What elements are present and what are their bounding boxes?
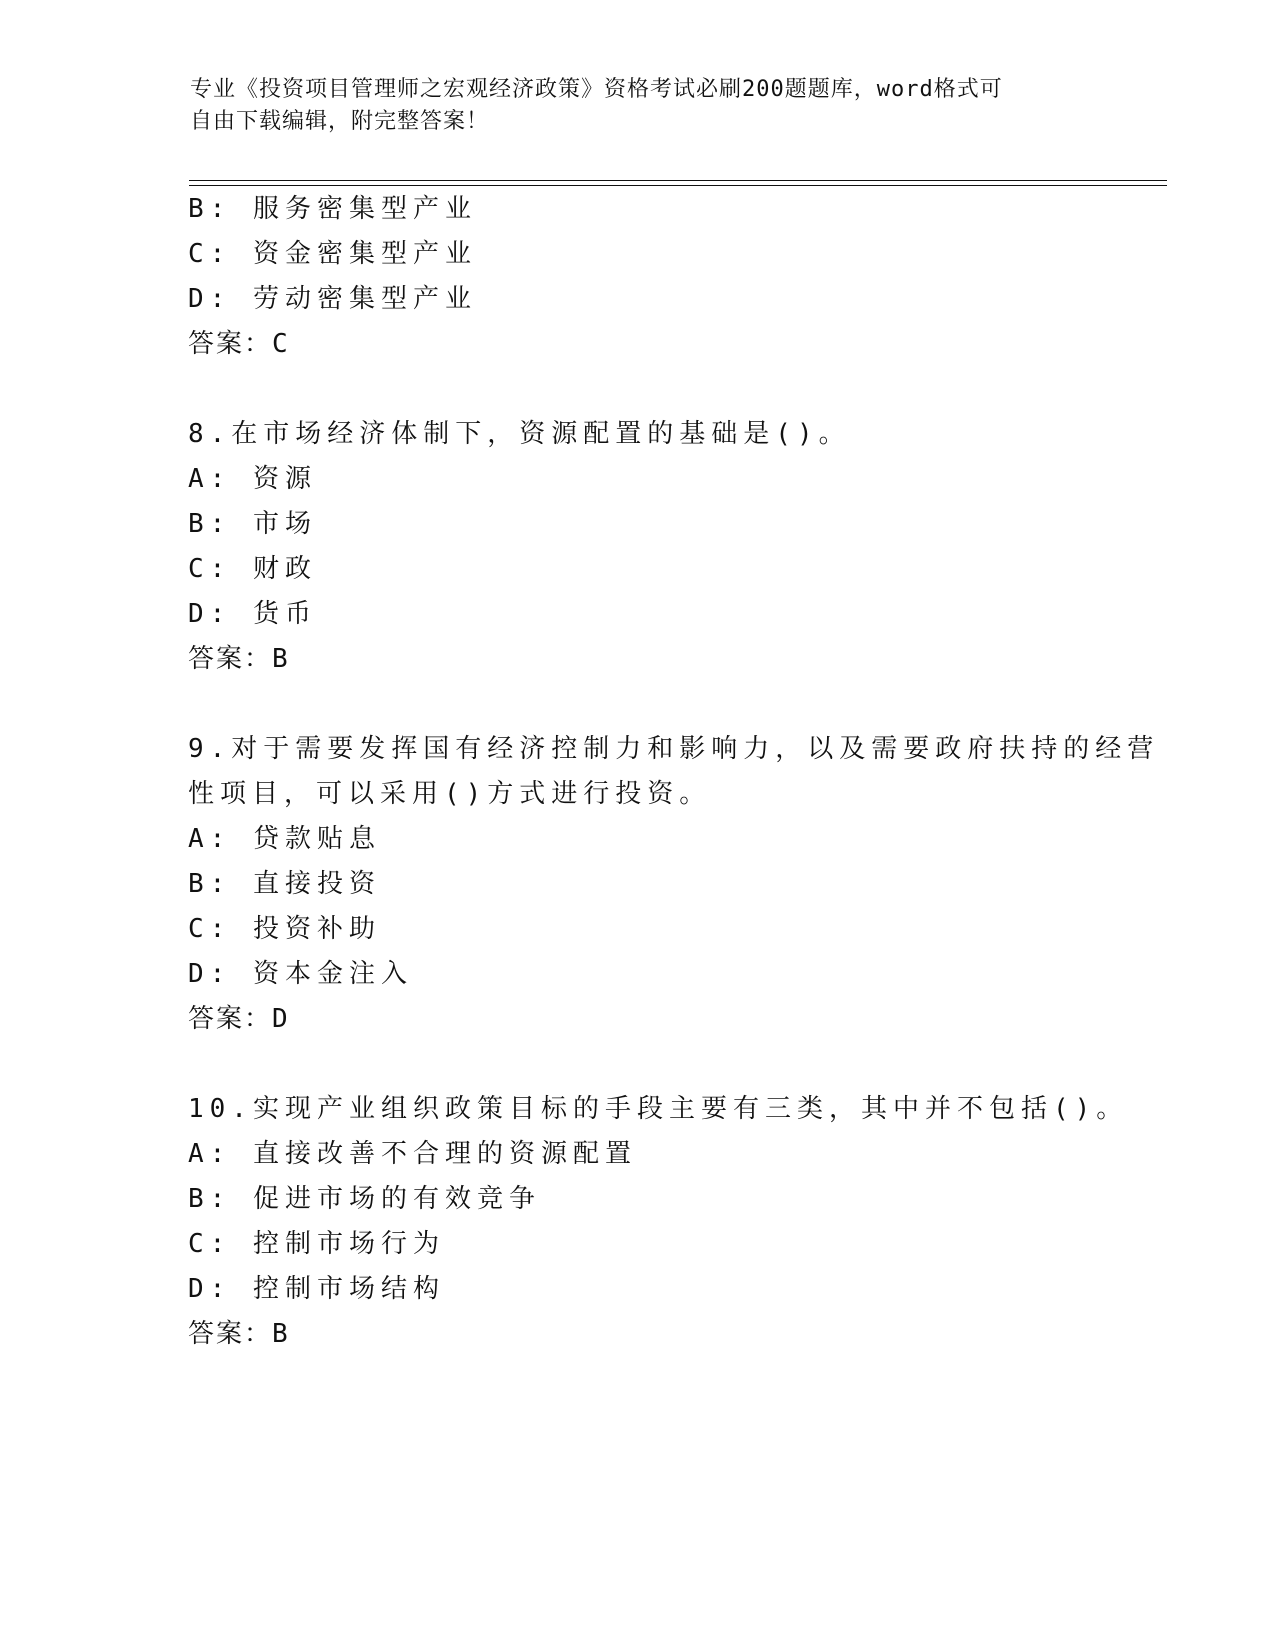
- option-a: A: 直接改善不合理的资源配置: [188, 1139, 637, 1169]
- option-b: B: 服务密集型产业: [188, 194, 477, 224]
- header-line-2: 自由下载编辑，附完整答案！: [190, 109, 490, 134]
- option-a: A: 贷款贴息: [188, 824, 381, 854]
- question-stem: 8.在市场经济体制下，资源配置的基础是()。: [188, 419, 851, 449]
- option-c: C: 财政: [188, 554, 317, 584]
- option-c: C: 投资补助: [188, 914, 381, 944]
- option-a: A: 资源: [188, 464, 317, 494]
- question-stem: 10.实现产业组织政策目标的手段主要有三类，其中并不包括()。: [188, 1094, 1129, 1124]
- header-line-1: 专业《投资项目管理师之宏观经济政策》资格考试必刷200题题库，word格式可: [190, 77, 1003, 102]
- option-b: B: 直接投资: [188, 869, 381, 899]
- answer-line: 答案：B: [188, 1319, 290, 1349]
- header-rule-top: [189, 180, 1167, 181]
- question-stem-continued: 性项目，可以采用()方式进行投资。: [188, 779, 712, 809]
- option-d: D: 控制市场结构: [188, 1274, 445, 1304]
- answer-line: 答案：C: [188, 329, 290, 359]
- option-b: B: 市场: [188, 509, 317, 539]
- answer-line: 答案：D: [188, 1004, 290, 1034]
- option-c: C: 控制市场行为: [188, 1229, 445, 1259]
- question-stem: 9.对于需要发挥国有经济控制力和影响力，以及需要政府扶持的经营: [188, 734, 1160, 764]
- option-d: D: 劳动密集型产业: [188, 284, 477, 314]
- header-rule-bottom: [189, 185, 1167, 186]
- option-d: D: 货币: [188, 599, 317, 629]
- answer-line: 答案：B: [188, 644, 290, 674]
- option-b: B: 促进市场的有效竞争: [188, 1184, 541, 1214]
- document-header: [190, 74, 1090, 138]
- option-c: C: 资金密集型产业: [188, 239, 477, 269]
- option-d: D: 资本金注入: [188, 959, 413, 989]
